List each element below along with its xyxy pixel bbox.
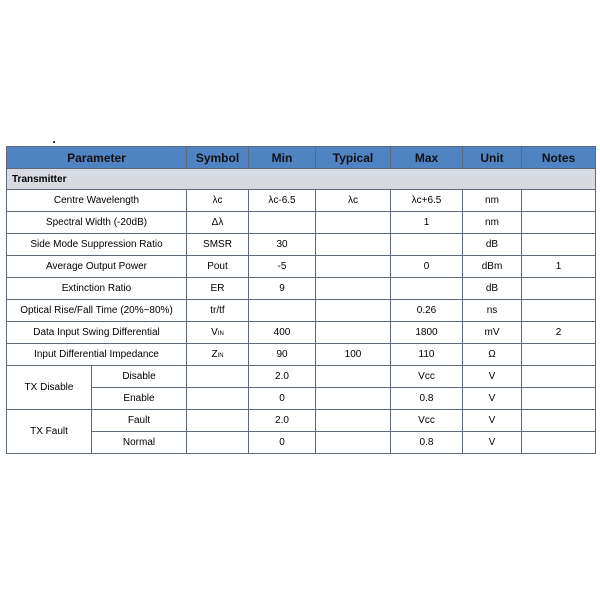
parameter-cell: Average Output Power (7, 256, 187, 278)
parameter-cell: Centre Wavelength (7, 190, 187, 212)
table-row (7, 410, 596, 432)
header-parameter: Parameter (7, 147, 187, 169)
notes-cell (522, 432, 596, 454)
header-notes: Notes (522, 147, 596, 169)
table-row (7, 388, 596, 410)
header-max: Max (391, 147, 463, 169)
symbol-cell (187, 388, 249, 410)
typical-cell: 100 (316, 344, 391, 366)
max-cell: 0.26 (391, 300, 463, 322)
notes-cell: 2 (522, 322, 596, 344)
unit-cell: V (463, 366, 522, 388)
table-row (7, 432, 596, 454)
unit-cell: dBm (463, 256, 522, 278)
symbol-cell: λc (187, 190, 249, 212)
section-row (7, 169, 596, 190)
symbol-cell (187, 366, 249, 388)
typical-cell (316, 410, 391, 432)
header-symbol: Symbol (187, 147, 249, 169)
min-cell: λc-6.5 (249, 190, 316, 212)
symbol-cell (187, 432, 249, 454)
max-cell: 0 (391, 256, 463, 278)
symbol-cell: ER (187, 278, 249, 300)
header-unit: Unit (463, 147, 522, 169)
max-cell: Vcc (391, 366, 463, 388)
state-cell: Fault (92, 410, 187, 432)
unit-cell: dB (463, 278, 522, 300)
symbol-cell (187, 322, 249, 344)
symbol-cell: Pout (187, 256, 249, 278)
unit-cell: V (463, 388, 522, 410)
table-row (7, 366, 596, 388)
typical-cell (316, 366, 391, 388)
table-row (7, 212, 596, 234)
max-cell: 1800 (391, 322, 463, 344)
max-cell (391, 278, 463, 300)
section-title: Transmitter (7, 169, 596, 190)
parameter-cell: Optical Rise/Fall Time (20%~80%) (7, 300, 187, 322)
min-cell: 2.0 (249, 410, 316, 432)
min-cell: 0 (249, 432, 316, 454)
notes-cell (522, 212, 596, 234)
typical-cell (316, 300, 391, 322)
state-cell: Normal (92, 432, 187, 454)
parameter-cell: Spectral Width (-20dB) (7, 212, 187, 234)
header-typical: Typical (316, 147, 391, 169)
typical-cell (316, 278, 391, 300)
max-cell: 110 (391, 344, 463, 366)
min-cell: 2.0 (249, 366, 316, 388)
header-row (7, 147, 596, 169)
table-row (7, 322, 596, 344)
notes-cell (522, 388, 596, 410)
notes-cell: 1 (522, 256, 596, 278)
tx-fault-label: TX Fault (7, 410, 92, 454)
unit-cell: dB (463, 234, 522, 256)
symbol-main: V (211, 327, 218, 338)
max-cell: Vcc (391, 410, 463, 432)
notes-cell (522, 234, 596, 256)
table-row (7, 278, 596, 300)
max-cell: 0.8 (391, 432, 463, 454)
typical-cell (316, 322, 391, 344)
state-cell: Enable (92, 388, 187, 410)
table-row (7, 234, 596, 256)
typical-cell (316, 432, 391, 454)
unit-cell: Ω (463, 344, 522, 366)
parameter-cell: Extinction Ratio (7, 278, 187, 300)
typical-cell: λc (316, 190, 391, 212)
symbol-cell: Δλ (187, 212, 249, 234)
typical-cell (316, 234, 391, 256)
typical-cell (316, 388, 391, 410)
parameter-cell: Side Mode Suppression Ratio (7, 234, 187, 256)
notes-cell (522, 278, 596, 300)
symbol-cell (187, 344, 249, 366)
symbol-cell: tr/tf (187, 300, 249, 322)
max-cell: 1 (391, 212, 463, 234)
max-cell: λc+6.5 (391, 190, 463, 212)
min-cell: 9 (249, 278, 316, 300)
notes-cell (522, 190, 596, 212)
min-cell: 0 (249, 388, 316, 410)
symbol-cell: SMSR (187, 234, 249, 256)
symbol-subscript: IN (217, 331, 224, 337)
symbol-main: Z (211, 349, 218, 360)
min-cell: 30 (249, 234, 316, 256)
max-cell: 0.8 (391, 388, 463, 410)
unit-cell: V (463, 410, 522, 432)
parameter-cell: Data Input Swing Differential (7, 322, 187, 344)
min-cell (249, 300, 316, 322)
min-cell (249, 212, 316, 234)
notes-cell (522, 366, 596, 388)
tx-disable-label: TX Disable (7, 366, 92, 410)
unit-cell: mV (463, 322, 522, 344)
table-row (7, 344, 596, 366)
transmitter-spec-table (6, 146, 596, 454)
table-row (7, 190, 596, 212)
symbol-cell (187, 410, 249, 432)
notes-cell (522, 410, 596, 432)
unit-cell: V (463, 432, 522, 454)
symbol-subscript: IN (217, 353, 224, 359)
state-cell: Disable (92, 366, 187, 388)
notes-cell (522, 344, 596, 366)
min-cell: 90 (249, 344, 316, 366)
unit-cell: ns (463, 300, 522, 322)
parameter-cell: Input Differential Impedance (7, 344, 187, 366)
unit-cell: nm (463, 190, 522, 212)
table-row (7, 300, 596, 322)
typical-cell (316, 256, 391, 278)
notes-cell (522, 300, 596, 322)
table-row (7, 256, 596, 278)
header-min: Min (249, 147, 316, 169)
max-cell (391, 234, 463, 256)
min-cell: 400 (249, 322, 316, 344)
stray-dot (53, 141, 55, 143)
min-cell: -5 (249, 256, 316, 278)
unit-cell: nm (463, 212, 522, 234)
typical-cell (316, 212, 391, 234)
